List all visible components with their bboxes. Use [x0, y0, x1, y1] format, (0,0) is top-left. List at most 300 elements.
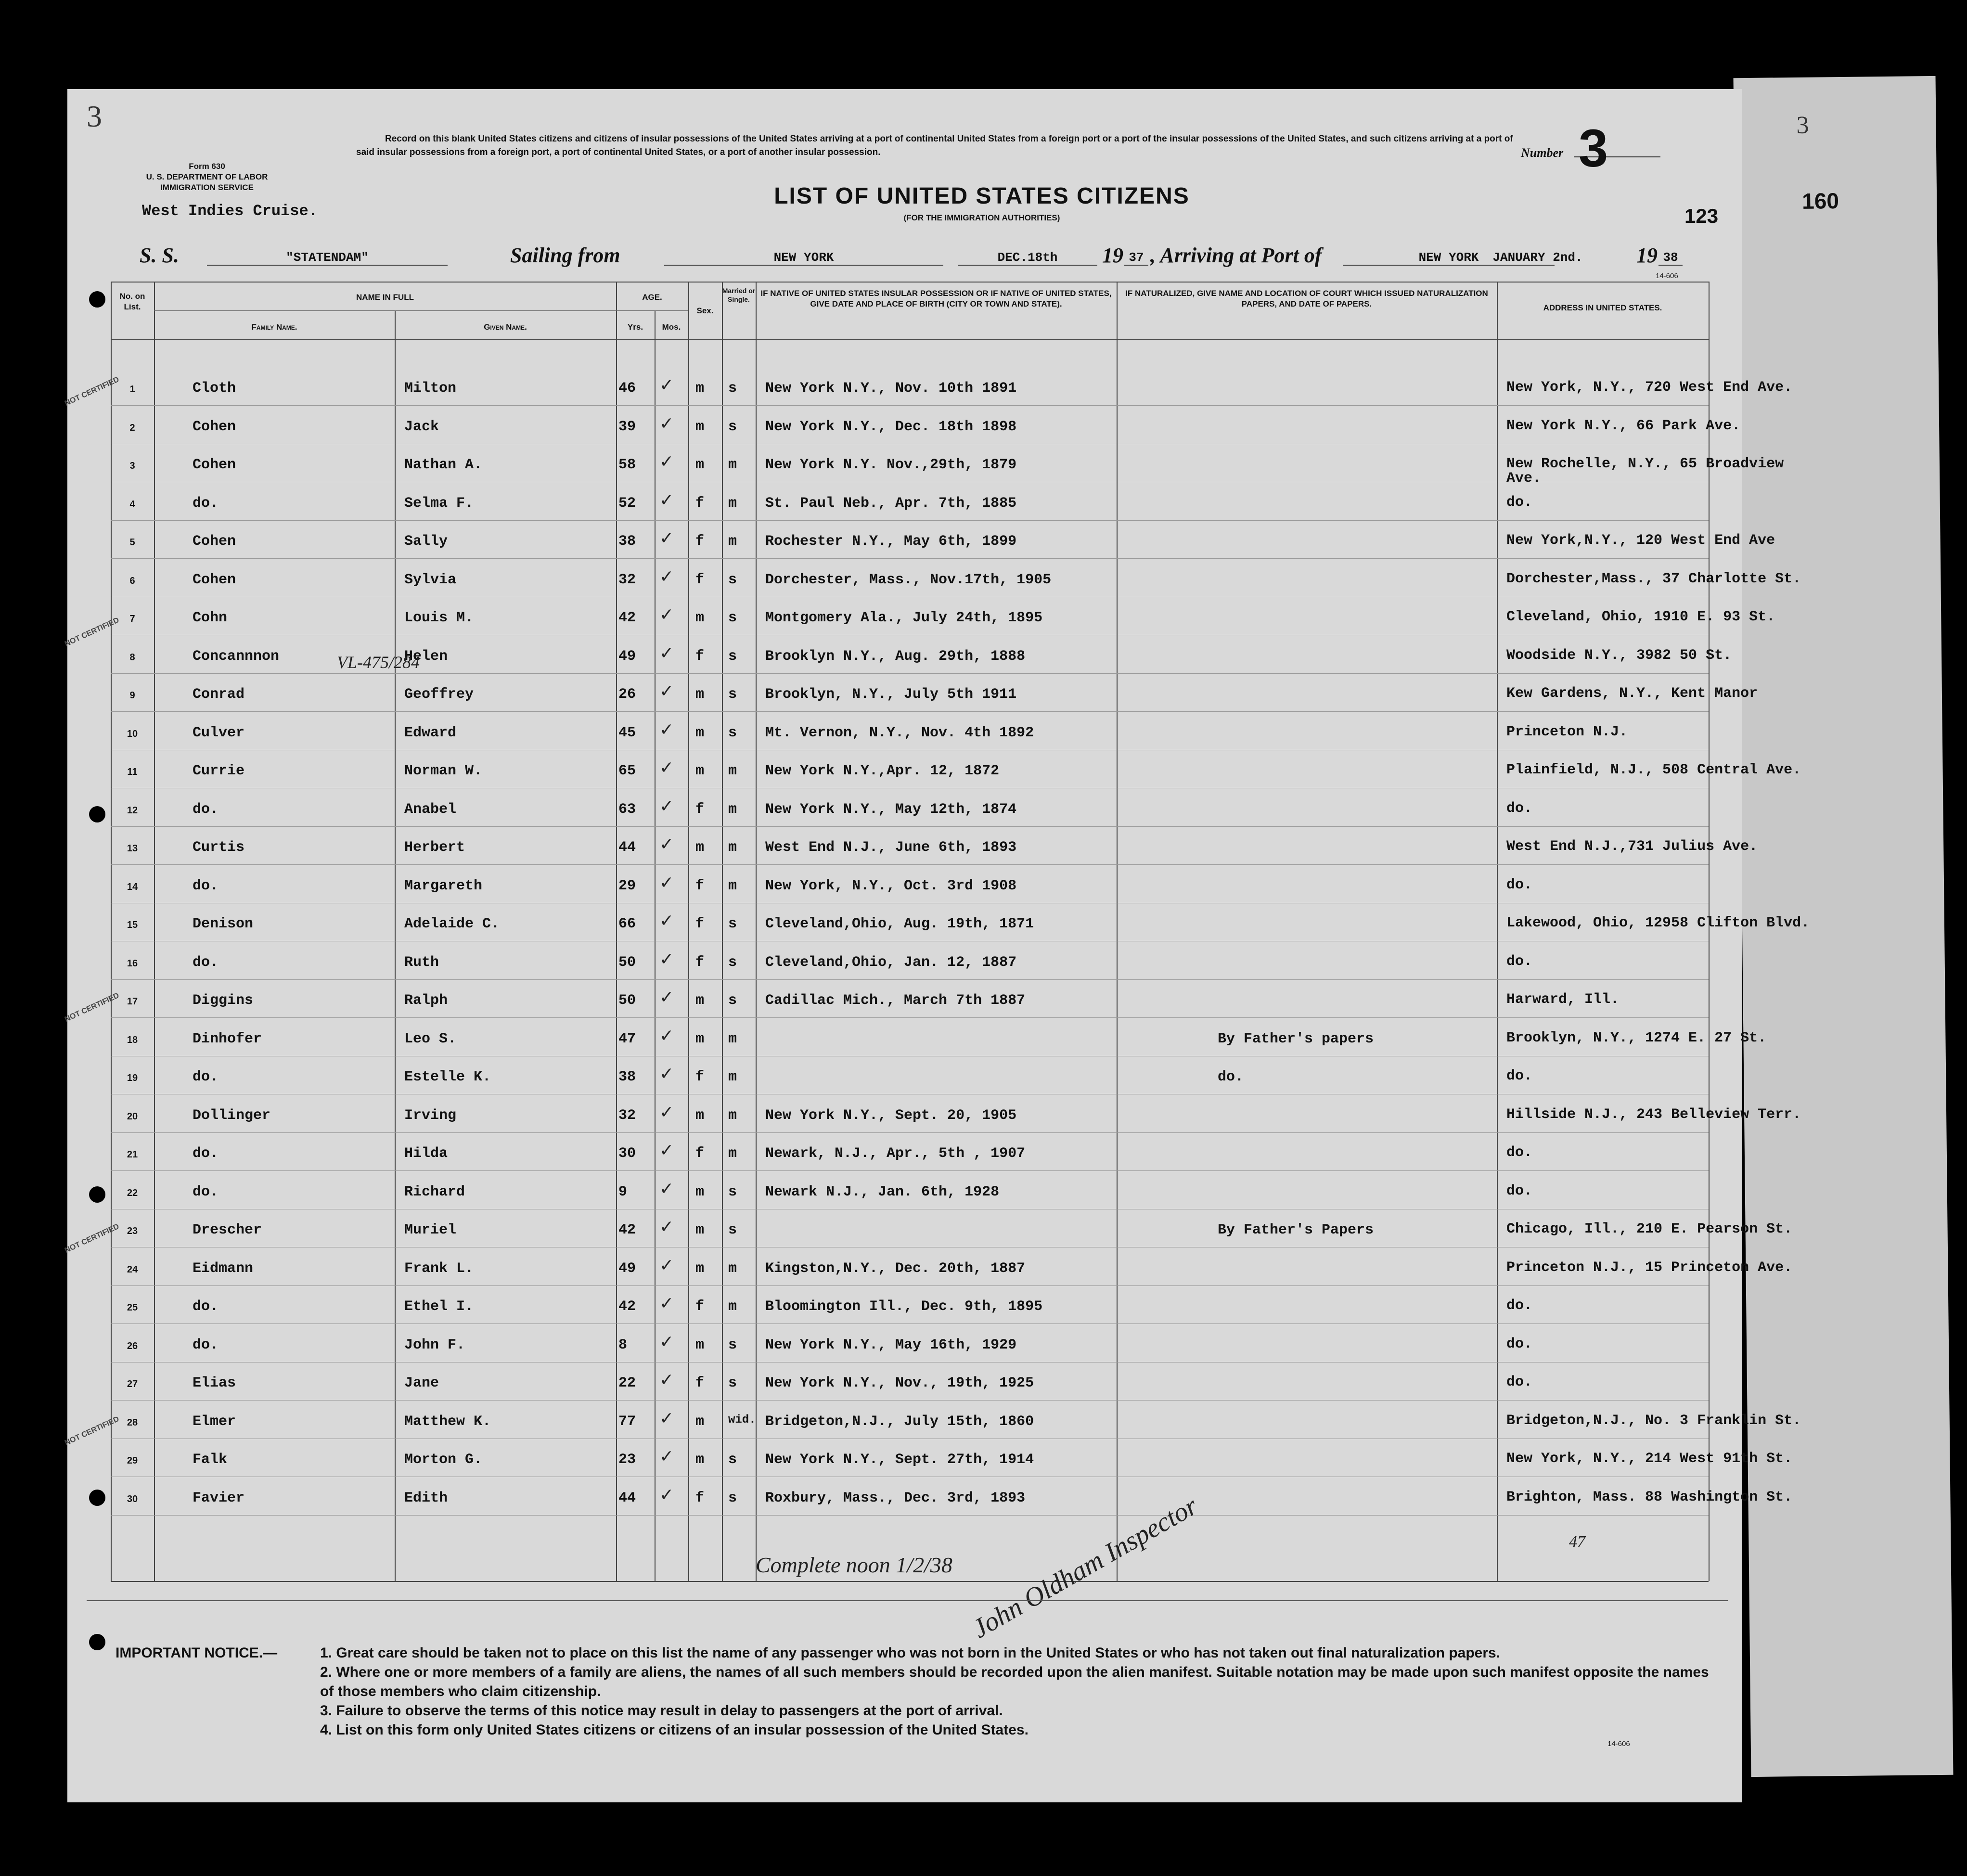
page-number: 123 — [1684, 205, 1719, 227]
form-code-top: 14-606 — [1656, 272, 1678, 280]
check-mark-icon: ✓ — [659, 1332, 674, 1352]
sex: f — [695, 1490, 705, 1506]
family-name: do. — [193, 1069, 219, 1085]
check-mark-icon: ✓ — [659, 720, 674, 740]
row-number: 4 — [129, 499, 135, 510]
check-mark-icon: ✓ — [659, 1179, 674, 1199]
punch-hole — [89, 1186, 105, 1203]
sailing-date: DEC.18th — [958, 250, 1097, 266]
not-certified-stamp: NOT CERTIFIED — [63, 991, 121, 1024]
us-address: New York, N.Y., 214 West 91th St. — [1506, 1451, 1793, 1467]
row-rule — [111, 1285, 1709, 1286]
family-name: Cohen — [193, 457, 236, 473]
header-address: ADDRESS IN UNITED STATES. — [1543, 303, 1662, 312]
family-name: Elmer — [193, 1413, 236, 1430]
handwritten-completion-note: Complete noon 1/2/38 — [756, 1553, 952, 1577]
birth-place-date: West End N.J., June 6th, 1893 — [765, 839, 1017, 856]
us-address: Bridgeton,N.J., No. 3 Franklin St. — [1506, 1412, 1801, 1429]
family-name: Culver — [193, 724, 245, 741]
birth-place-date: Dorchester, Mass., Nov.17th, 1905 — [765, 571, 1052, 588]
birth-place-date: Roxbury, Mass., Dec. 3rd, 1893 — [765, 1490, 1026, 1506]
age-years: 42 — [618, 610, 636, 626]
age-years: 9 — [618, 1183, 628, 1200]
birth-place-date: Cleveland,Ohio, Aug. 19th, 1871 — [765, 916, 1034, 932]
age-years: 30 — [618, 1145, 636, 1162]
age-years: 46 — [618, 380, 636, 397]
birth-place-date: Montgomery Ala., July 24th, 1895 — [765, 610, 1043, 626]
naturalization: By Father's papers — [1218, 1030, 1374, 1047]
sex: m — [695, 1222, 705, 1238]
notice-item: 4. List on this form only United States citizens or citizens of an insular possession of the United States. — [320, 1722, 1028, 1738]
ship-label: S. S. — [140, 244, 179, 267]
form-code-bottom: 14-606 — [1607, 1740, 1630, 1748]
family-name: Diggins — [193, 992, 254, 1009]
row-rule — [111, 1170, 1709, 1171]
birth-place-date: Rochester N.Y., May 6th, 1899 — [765, 533, 1017, 550]
birth-place-date: Brooklyn, N.Y., July 5th 1911 — [765, 686, 1017, 703]
family-name: Concannnon — [193, 648, 280, 665]
punch-hole — [89, 1634, 105, 1650]
family-name: do. — [193, 877, 219, 894]
us-address: Harward, Ill. — [1506, 991, 1620, 1008]
sex: m — [695, 686, 705, 703]
check-mark-icon: ✓ — [659, 796, 674, 816]
given-name: Louis M. — [404, 610, 474, 626]
sex: m — [695, 1413, 705, 1430]
sex: m — [695, 1336, 705, 1353]
birth-place-date: New York N.Y., Sept. 27th, 1914 — [765, 1452, 1034, 1468]
row-number: 1 — [129, 384, 135, 395]
row-number: 15 — [127, 920, 138, 930]
given-name: Jack — [404, 418, 439, 435]
birth-place-date: New York N.Y., Nov. 10th 1891 — [765, 380, 1017, 397]
sailing-label: Sailing from — [510, 244, 620, 267]
row-number: 6 — [129, 575, 135, 586]
birth-place-date: New York N.Y., May 12th, 1874 — [765, 801, 1017, 818]
arrival-date: JANUARY 2nd. — [1492, 250, 1583, 265]
family-name: Conrad — [193, 686, 245, 703]
marital-status: m — [728, 1145, 737, 1162]
form-id-line: Form 630 — [189, 162, 225, 171]
record-note: Record on this blank United States citizens and citizens of insular possessions of the United States arriving at a port of continental United States from a foreign port or a port of the insular possessions of the United States, and such citizens arriving at a port of said insular possessions from a foreign port, a port of continental United States, or a port of another insular possession. — [356, 134, 1513, 157]
age-years: 77 — [618, 1413, 636, 1430]
marital-status: m — [728, 839, 737, 856]
given-name: Edith — [404, 1490, 448, 1506]
marital-status: wid. — [728, 1413, 756, 1426]
us-address: New Rochelle, N.Y., 65 Broadview Ave. — [1506, 456, 1784, 487]
family-name: Curtis — [193, 839, 245, 856]
row-rule — [111, 1323, 1709, 1324]
check-mark-icon: ✓ — [659, 1485, 674, 1505]
row-number: 29 — [127, 1455, 138, 1466]
us-address: do. — [1506, 494, 1533, 511]
check-mark-icon: ✓ — [659, 1447, 674, 1466]
not-certified-stamp: NOT CERTIFIED — [63, 375, 121, 408]
marital-status: s — [728, 1452, 737, 1468]
row-rule — [111, 673, 1709, 674]
age-years: 49 — [618, 648, 636, 665]
marital-status: s — [728, 380, 737, 397]
row-number: 13 — [127, 843, 138, 854]
given-name: Edward — [404, 724, 457, 741]
age-years: 44 — [618, 839, 636, 856]
marital-status: s — [728, 610, 737, 626]
marital-status: m — [728, 763, 737, 779]
given-name: Sally — [404, 533, 448, 550]
marital-status: m — [728, 1107, 737, 1124]
age-years: 50 — [618, 954, 636, 971]
marital-status: s — [728, 916, 737, 932]
marital-status: s — [728, 1375, 737, 1391]
given-name: Morton G. — [404, 1452, 483, 1468]
us-address: Princeton N.J. — [1506, 723, 1628, 740]
us-address: Princeton N.J., 15 Princeton Ave. — [1506, 1259, 1793, 1276]
row-number: 21 — [127, 1149, 138, 1160]
given-name: Adelaide C. — [404, 916, 500, 932]
back-sheet-number: 160 — [1801, 188, 1839, 214]
check-mark-icon: ✓ — [659, 911, 674, 931]
not-certified-stamp: NOT CERTIFIED — [63, 616, 121, 649]
us-address: do. — [1506, 876, 1533, 893]
sex: m — [695, 1183, 705, 1200]
check-mark-icon: ✓ — [659, 413, 674, 434]
given-name: Leo S. — [404, 1030, 457, 1047]
check-mark-icon: ✓ — [659, 1026, 674, 1046]
row-rule — [111, 1400, 1709, 1401]
row-rule — [111, 1017, 1709, 1018]
sex: f — [695, 801, 705, 818]
us-address: do. — [1506, 1298, 1533, 1314]
year-prefix: 19 — [1102, 244, 1123, 267]
given-name: Margareth — [404, 877, 483, 894]
sex: f — [695, 1145, 705, 1162]
naturalization: By Father's Papers — [1218, 1222, 1374, 1238]
family-name: Dollinger — [193, 1107, 271, 1124]
given-name: Sylvia — [404, 571, 457, 588]
back-sheet-mark: 3 — [1796, 111, 1809, 139]
age-years: 50 — [618, 992, 636, 1009]
marital-status: s — [728, 571, 737, 588]
given-name: Selma F. — [404, 495, 474, 512]
header-naturalized: IF NATURALIZED, GIVE NAME AND LOCATION OF COURT WHICH ISSUED NATURALIZATION PAPERS, AND DATE OF PAPERS. — [1125, 289, 1488, 308]
check-mark-icon: ✓ — [659, 490, 674, 510]
check-mark-icon: ✓ — [659, 949, 674, 969]
marital-status: m — [728, 1298, 737, 1315]
row-number: 18 — [127, 1034, 138, 1045]
us-address: Woodside N.Y., 3982 50 St. — [1506, 647, 1732, 664]
row-number: 10 — [127, 728, 138, 739]
marital-status: s — [728, 724, 737, 741]
given-name: Frank L. — [404, 1260, 474, 1277]
row-number: 7 — [129, 614, 135, 624]
given-name: Jane — [404, 1375, 439, 1391]
family-name: Cohen — [193, 418, 236, 435]
arrival-year-prefix: 19 — [1636, 244, 1658, 267]
notice-list — [320, 1644, 1716, 1740]
marital-status: s — [728, 1336, 737, 1353]
given-name: John F. — [404, 1336, 465, 1353]
check-mark-icon: ✓ — [659, 1294, 674, 1313]
sex: m — [695, 1260, 705, 1277]
ship-name: "STATENDAM" — [207, 250, 448, 266]
family-name: Eidmann — [193, 1260, 254, 1277]
row-rule — [111, 864, 1709, 865]
row-rule — [111, 826, 1709, 827]
sex: m — [695, 1030, 705, 1047]
age-years: 38 — [618, 533, 636, 550]
us-address: Hillside N.J., 243 Belleview Terr. — [1506, 1106, 1801, 1123]
birth-place-date: New York N.Y., Nov., 19th, 1925 — [765, 1375, 1034, 1391]
sex: f — [695, 916, 705, 932]
punch-hole — [89, 291, 105, 308]
marital-status: m — [728, 533, 737, 550]
handwritten-address-note: 47 — [1569, 1533, 1585, 1551]
family-name: do. — [193, 495, 219, 512]
marital-status: m — [728, 495, 737, 512]
us-address: Dorchester,Mass., 37 Charlotte St. — [1506, 570, 1801, 587]
us-address: do. — [1506, 1374, 1533, 1390]
sex: m — [695, 380, 705, 397]
age-years: 49 — [618, 1260, 636, 1277]
age-years: 39 — [618, 418, 636, 435]
cruise-label: West Indies Cruise. — [142, 202, 318, 220]
arrival-year: 38 — [1658, 250, 1683, 266]
marital-status: m — [728, 1260, 737, 1277]
sailing-year: 37 — [1124, 250, 1148, 266]
row-number: 9 — [129, 690, 135, 701]
family-name: Drescher — [193, 1222, 262, 1238]
family-name: do. — [193, 954, 219, 971]
age-years: 65 — [618, 763, 636, 779]
given-name: Herbert — [404, 839, 465, 856]
us-address: New York,N.Y., 120 West End Ave — [1506, 532, 1775, 549]
given-name: Richard — [404, 1183, 465, 1200]
row-rule — [111, 520, 1709, 521]
age-years: 44 — [618, 1490, 636, 1506]
marital-status: s — [728, 648, 737, 665]
age-years: 42 — [618, 1222, 636, 1238]
row-number: 8 — [129, 652, 135, 663]
corner-mark: 3 — [87, 99, 102, 133]
age-years: 32 — [618, 1107, 636, 1124]
given-name: Hilda — [404, 1145, 448, 1162]
us-address: Lakewood, Ohio, 12958 Clifton Blvd. — [1506, 915, 1810, 931]
sex: m — [695, 418, 705, 435]
check-mark-icon: ✓ — [659, 375, 674, 395]
birth-place-date: Newark, N.J., Apr., 5th , 1907 — [765, 1145, 1026, 1162]
given-name: Muriel — [404, 1222, 457, 1238]
row-number: 2 — [129, 422, 135, 433]
row-number: 3 — [129, 461, 135, 471]
row-number: 20 — [127, 1111, 138, 1122]
age-years: 52 — [618, 495, 636, 512]
notice-item: 3. Failure to observe the terms of this notice may result in delay to passengers at the port of arrival. — [320, 1703, 1003, 1719]
inspector-signature: John Oldham Inspector — [967, 1491, 1203, 1645]
row-number: 28 — [127, 1417, 138, 1428]
birth-place-date: Cadillac Mich., March 7th 1887 — [765, 992, 1026, 1009]
age-years: 45 — [618, 724, 636, 741]
age-years: 26 — [618, 686, 636, 703]
row-number: 27 — [127, 1379, 138, 1389]
row-number: 25 — [127, 1302, 138, 1313]
row-number: 17 — [127, 996, 138, 1007]
marital-status: s — [728, 418, 737, 435]
marital-status: s — [728, 1222, 737, 1238]
marital-status: m — [728, 1030, 737, 1047]
birth-place-date: St. Paul Neb., Apr. 7th, 1885 — [765, 495, 1017, 512]
check-mark-icon: ✓ — [659, 566, 674, 587]
row-number: 11 — [127, 767, 138, 777]
row-number: 26 — [127, 1340, 138, 1351]
form-id-line: IMMIGRATION SERVICE — [160, 183, 254, 192]
sex: m — [695, 839, 705, 856]
row-rule — [111, 1132, 1709, 1133]
given-name: Irving — [404, 1107, 457, 1124]
notice-item: 1. Great care should be taken not to place on this list the name of any passenger who was not born in the United States or who has not taken out final naturalization papers. — [320, 1645, 1501, 1661]
row-number: 12 — [127, 805, 138, 816]
notice-label: IMPORTANT NOTICE.— — [116, 1645, 278, 1661]
check-mark-icon: ✓ — [659, 873, 674, 893]
family-name: Cohen — [193, 571, 236, 588]
given-name: Matthew K. — [404, 1413, 491, 1430]
us-address: do. — [1506, 1068, 1533, 1084]
given-name: Milton — [404, 380, 457, 397]
us-address: do. — [1506, 800, 1533, 817]
us-address: do. — [1506, 1336, 1533, 1352]
sex: f — [695, 1069, 705, 1085]
not-certified-stamp: NOT CERTIFIED — [63, 1222, 121, 1255]
naturalization: do. — [1218, 1069, 1244, 1085]
manifest-sheet — [63, 89, 1810, 1802]
row-number: 14 — [127, 881, 138, 892]
form-id-line: U. S. DEPARTMENT OF LABOR — [146, 172, 268, 181]
birth-place-date: Newark N.J., Jan. 6th, 1928 — [765, 1183, 1000, 1200]
check-mark-icon: ✓ — [659, 528, 674, 548]
us-address: do. — [1506, 953, 1533, 970]
row-number: 5 — [129, 537, 135, 548]
given-name: Geoffrey — [404, 686, 474, 703]
check-mark-icon: ✓ — [659, 988, 674, 1007]
arriving-label: , Arriving at Port of — [1150, 244, 1322, 267]
header-name: NAME IN FULL — [356, 293, 414, 302]
check-mark-icon: ✓ — [659, 1255, 674, 1275]
family-name: Cohen — [193, 533, 236, 550]
us-address: do. — [1506, 1144, 1533, 1161]
us-address: New York N.Y., 66 Park Ave. — [1506, 417, 1741, 434]
marital-status: s — [728, 1490, 737, 1506]
sex: f — [695, 954, 705, 971]
check-mark-icon: ✓ — [659, 1064, 674, 1084]
handwritten-file-number: VL-475/284 — [337, 653, 420, 672]
number-label: Number — [1521, 146, 1564, 160]
birth-place-date: Mt. Vernon, N.Y., Nov. 4th 1892 — [765, 724, 1034, 741]
check-mark-icon: ✓ — [659, 1370, 674, 1390]
check-mark-icon: ✓ — [659, 681, 674, 701]
given-name: Anabel — [404, 801, 457, 818]
marital-status: s — [728, 954, 737, 971]
us-address: Plainfield, N.J., 508 Central Ave. — [1506, 762, 1801, 778]
punch-hole — [89, 1490, 105, 1506]
family-name: Elias — [193, 1375, 236, 1391]
notice-item: 2. Where one or more members of a family are aliens, the names of all such members should be recorded upon the alien manifest. Suitable notation may be made upon such manifest opposite the names of those members who claim citizenship. — [320, 1664, 1709, 1699]
marital-status: s — [728, 992, 737, 1009]
row-number: 22 — [127, 1187, 138, 1198]
family-name: do. — [193, 1145, 219, 1162]
birth-place-date: Bloomington Ill., Dec. 9th, 1895 — [765, 1298, 1043, 1315]
check-mark-icon: ✓ — [659, 1102, 674, 1122]
marital-status: m — [728, 801, 737, 818]
given-name: Ralph — [404, 992, 448, 1009]
birth-place-date: New York N.Y., Dec. 18th 1898 — [765, 418, 1017, 435]
sex: f — [695, 571, 705, 588]
header-birth: IF NATIVE OF UNITED STATES INSULAR POSSESSION OR IF NATIVE OF UNITED STATES, GIVE DATE AND PLACE OF BIRTH (CITY OR TOWN AND STATE). — [760, 289, 1112, 308]
us-address: West End N.J.,731 Julius Ave. — [1506, 838, 1758, 855]
birth-place-date: Bridgeton,N.J., July 15th, 1860 — [765, 1413, 1034, 1430]
family-name: do. — [193, 801, 219, 818]
punch-hole — [89, 806, 105, 822]
sex: f — [695, 877, 705, 894]
birth-place-date: Kingston,N.Y., Dec. 20th, 1887 — [765, 1260, 1026, 1277]
family-name: do. — [193, 1183, 219, 1200]
marital-status: m — [728, 457, 737, 473]
given-name: Estelle K. — [404, 1069, 491, 1085]
marital-status: m — [728, 1069, 737, 1085]
check-mark-icon: ✓ — [659, 835, 674, 854]
age-years: 58 — [618, 457, 636, 473]
age-years: 66 — [618, 916, 636, 932]
row-number: 16 — [127, 958, 138, 969]
age-years: 8 — [618, 1336, 628, 1353]
age-years: 32 — [618, 571, 636, 588]
age-years: 38 — [618, 1069, 636, 1085]
sex: f — [695, 495, 705, 512]
row-number: 24 — [127, 1264, 138, 1275]
row-rule — [111, 558, 1709, 559]
from-port: NEW YORK — [664, 250, 943, 266]
marital-status: s — [728, 686, 737, 703]
row-rule — [111, 711, 1709, 712]
given-name: Ethel I. — [404, 1298, 474, 1315]
birth-place-date: Cleveland,Ohio, Jan. 12, 1887 — [765, 954, 1017, 971]
age-years: 42 — [618, 1298, 636, 1315]
row-number: 23 — [127, 1226, 138, 1236]
sex: m — [695, 992, 705, 1009]
check-mark-icon: ✓ — [659, 1217, 674, 1237]
check-mark-icon: ✓ — [659, 758, 674, 778]
age-years: 29 — [618, 877, 636, 894]
sex: f — [695, 1375, 705, 1391]
sex: f — [695, 533, 705, 550]
header-sex: Sex. — [696, 306, 714, 315]
family-name: Falk — [193, 1452, 228, 1468]
age-years: 23 — [618, 1452, 636, 1468]
birth-place-date: New York N.Y. Nov.,29th, 1879 — [765, 457, 1017, 473]
header-no: No. on List. — [119, 292, 145, 311]
birth-place-date: New York N.Y., May 16th, 1929 — [765, 1336, 1017, 1353]
header-family: Family Name. — [251, 322, 297, 332]
family-name: Denison — [193, 916, 254, 932]
us-address: Brighton, Mass. 88 Washington St. — [1506, 1489, 1793, 1505]
row-number: 19 — [127, 1073, 138, 1083]
sex: m — [695, 1107, 705, 1124]
check-mark-icon: ✓ — [659, 643, 674, 663]
row-rule — [111, 1515, 1709, 1516]
us-address: Chicago, Ill., 210 E. Pearson St. — [1506, 1221, 1793, 1237]
row-number: 30 — [127, 1493, 138, 1504]
age-years: 47 — [618, 1030, 636, 1047]
us-address: Brooklyn, N.Y., 1274 E. 27 St. — [1506, 1029, 1767, 1046]
form-id — [116, 161, 298, 193]
